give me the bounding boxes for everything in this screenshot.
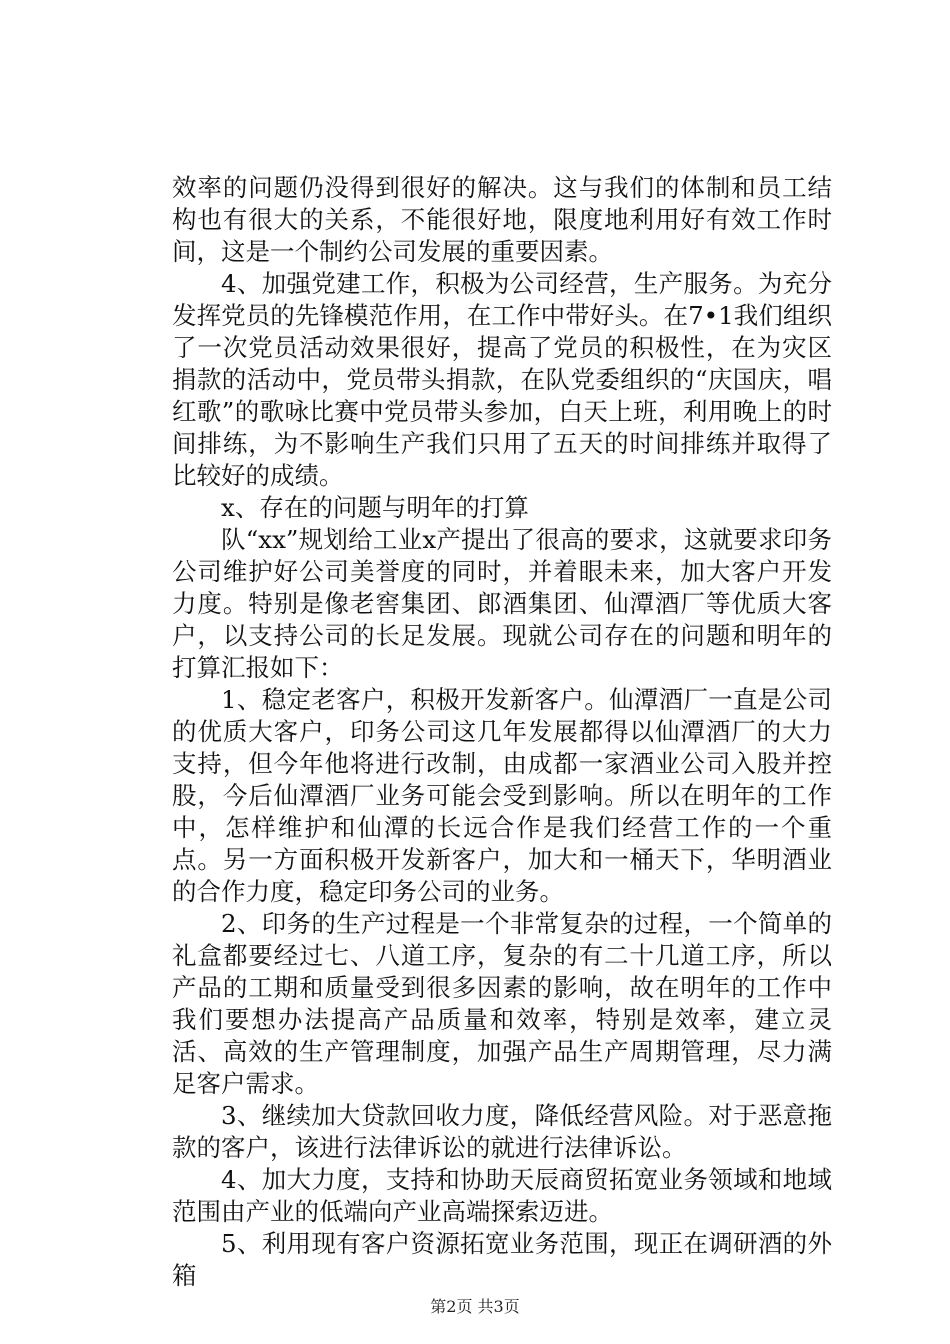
- paragraph-item-1: 1、稳定老客户，积极开发新客户。仙潭酒厂一直是公司的优质大客户，印务公司这几年发展都得以仙潭酒厂的大力支持，但今年他将进行改制，由成都一家酒业公司入股并控股，今后仙潭酒厂业务可能会受到影响。所以在明年的工作中，怎样维护和仙潭的长远合作是我们经营工作的一个重点。另一方面积极开发新客户，加大和一桶天下，华明酒业的合作力度，稳定印务公司的业务。: [172, 685, 832, 906]
- paragraph-continuation: 效率的问题仍没得到很好的解决。这与我们的体制和员工结构也有很大的关系，不能很好地，限度地利用好有效工作时间，这是一个制约公司发展的重要因素。: [172, 173, 832, 266]
- document-body: [172, 172, 832, 1292]
- paragraph-item-2: 2、印务的生产过程是一个非常复杂的过程，一个简单的礼盒都要经过七、八道工序，复杂的有二十几道工序，所以产品的工期和质量受到很多因素的影响，故在明年的工作中我们要想办法提高产品质量和效率，特别是效率，建立灵活、高效的生产管理制度，加强产品生产周期管理，尽力满足客户需求。: [172, 909, 832, 1098]
- paragraph-party-building: 4、加强党建工作，积极为公司经营，生产服务。为充分发挥党员的先锋模范作用，在工作中带好头。在7•1我们组织了一次党员活动效果很好，提高了党员的积极性，在为灾区捐款的活动中，党员带头捐款，在队党委组织的“庆国庆，唱红歌”的歌咏比赛中党员带头参加，白天上班，利用晚上的时间排练，为不影响生产我们只用了五天的时间排练并取得了比较好的成绩。: [172, 269, 832, 490]
- paragraph-planning-intro: 队“xx”规划给工业x产提出了很高的要求，这就要求印务公司维护好公司美誉度的同时，并着眼未来，加大客户开发力度。特别是像老窖集团、郎酒集团、仙潭酒厂等优质大客户，以支持公司的长足发展。现就公司存在的问题和明年的打算汇报如下：: [172, 525, 832, 682]
- page-number: 第2页 共3页: [430, 1297, 520, 1316]
- section-heading: x、存在的问题与明年的打算: [221, 493, 529, 522]
- paragraph-item-4: 4、加大力度，支持和协助天辰商贸拓宽业务领域和地域范围由产业的低端向产业高端探索迈进。: [172, 1165, 832, 1226]
- paragraph-item-5: 5、利用现有客户资源拓宽业务范围，现正在调研酒的外箱: [172, 1229, 832, 1290]
- page-footer: [0, 1294, 950, 1317]
- paragraph-item-3: 3、继续加大贷款回收力度，降低经营风险。对于恶意拖款的客户，该进行法律诉讼的就进行法律诉讼。: [172, 1101, 832, 1162]
